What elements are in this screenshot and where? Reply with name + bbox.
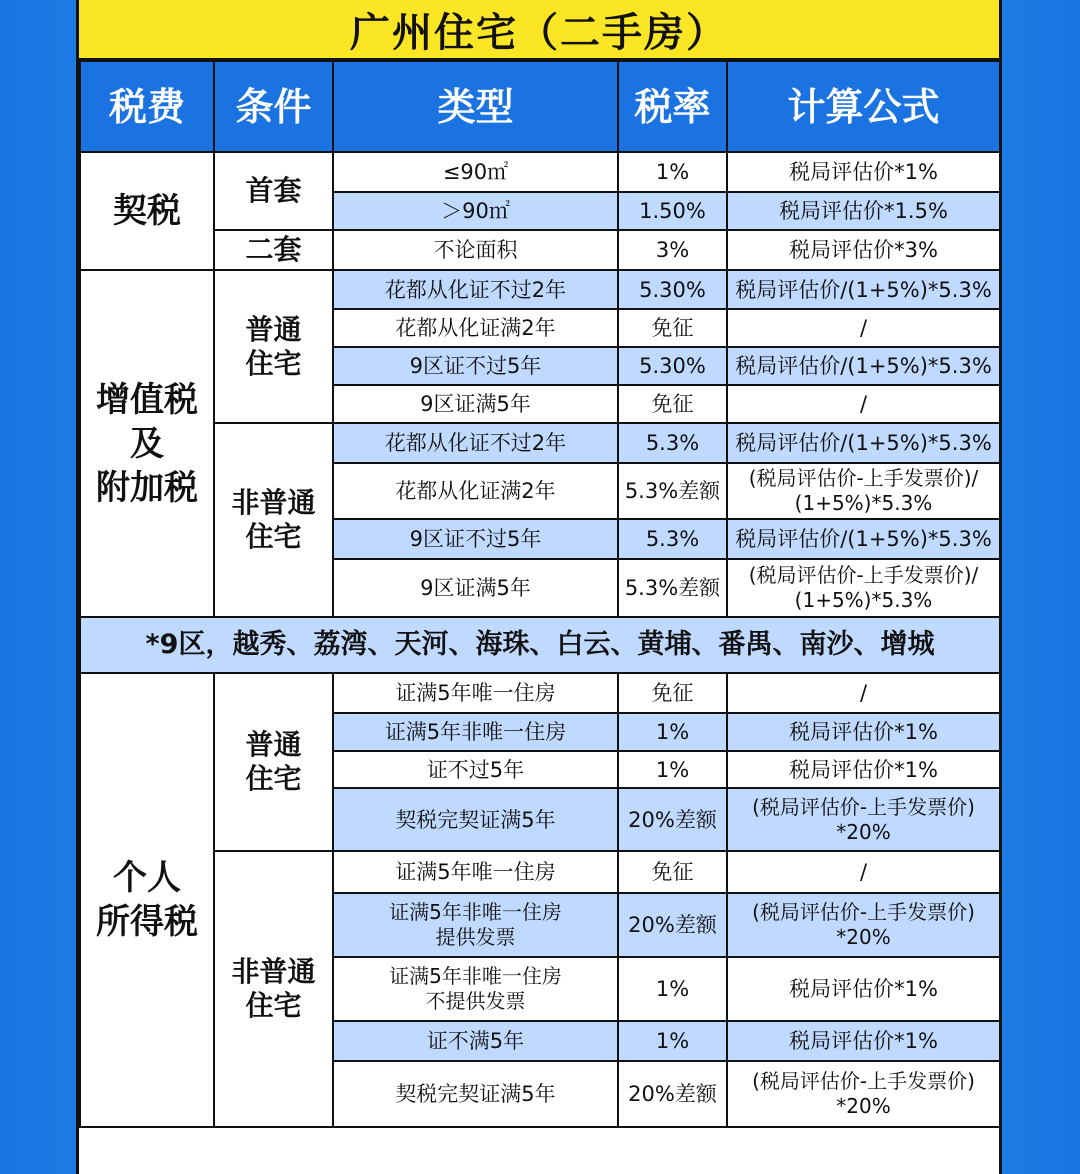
rate-cell: 5.3% — [618, 519, 727, 559]
rate-cell: 1% — [618, 1021, 727, 1061]
tax-table-card — [76, 0, 1002, 1174]
formula-cell: / — [727, 851, 1000, 893]
table-row — [80, 423, 1000, 463]
header-tax: 税费 — [80, 61, 214, 152]
rate-cell: 免征 — [618, 309, 727, 347]
type-cell: 9区证不过5年 — [333, 347, 618, 385]
table-row — [80, 617, 1000, 673]
formula-cell: 税局评估价/(1+5%)*5.3% — [727, 270, 1000, 309]
formula-cell: 税局评估价*1% — [727, 957, 1000, 1021]
table-row — [80, 152, 1000, 192]
category-deed-tax: 契税 — [80, 152, 214, 270]
type-cell: 9区证满5年 — [333, 559, 618, 617]
type-cell: 证不满5年 — [333, 1021, 618, 1061]
table-row — [80, 270, 1000, 309]
condition-non-ordinary-residence: 非普通 住宅 — [214, 851, 333, 1127]
type-cell: 证满5年唯一住房 — [333, 673, 618, 713]
type-cell: 证满5年唯一住房 — [333, 851, 618, 893]
condition-ordinary-residence: 普通 住宅 — [214, 270, 333, 423]
type-cell: 契税完契证满5年 — [333, 1061, 618, 1127]
formula-cell: 税局评估价*1% — [727, 152, 1000, 192]
table-row — [80, 230, 1000, 270]
condition-second-home: 二套 — [214, 230, 333, 270]
type-cell: 证满5年非唯一住房 不提供发票 — [333, 957, 618, 1021]
formula-cell: 税局评估价/(1+5%)*5.3% — [727, 519, 1000, 559]
formula-cell: (税局评估价-上手发票价)/ (1+5%)*5.3% — [727, 463, 1000, 519]
type-cell: 证不过5年 — [333, 751, 618, 788]
type-cell: 9区证满5年 — [333, 385, 618, 423]
formula-cell: (税局评估价-上手发票价) *20% — [727, 1061, 1000, 1127]
type-cell: 契税完契证满5年 — [333, 788, 618, 851]
category-income-tax: 个人 所得税 — [80, 673, 214, 1127]
formula-cell: / — [727, 309, 1000, 347]
type-cell: 花都从化证满2年 — [333, 309, 618, 347]
type-cell: ＞90㎡ — [333, 192, 618, 230]
rate-cell: 1% — [618, 751, 727, 788]
page-title: 广州住宅（二手房） — [79, 0, 999, 60]
formula-cell: 税局评估价*1.5% — [727, 192, 1000, 230]
type-cell: 花都从化证不过2年 — [333, 270, 618, 309]
type-cell: ≤90㎡ — [333, 152, 618, 192]
table-row — [80, 673, 1000, 713]
rate-cell: 3% — [618, 230, 727, 270]
table-row — [80, 851, 1000, 893]
formula-cell: 税局评估价/(1+5%)*5.3% — [727, 423, 1000, 463]
formula-cell: 税局评估价*1% — [727, 751, 1000, 788]
rate-cell: 5.3%差额 — [618, 463, 727, 519]
rate-cell: 20%差额 — [618, 1061, 727, 1127]
condition-ordinary-residence: 普通 住宅 — [214, 673, 333, 851]
formula-cell: 税局评估价/(1+5%)*5.3% — [727, 347, 1000, 385]
district-note: *9区，越秀、荔湾、天河、海珠、白云、黄埔、番禺、南沙、增城 — [80, 617, 1000, 673]
header-formula: 计算公式 — [727, 61, 1000, 152]
header-condition: 条件 — [214, 61, 333, 152]
type-cell: 花都从化证满2年 — [333, 463, 618, 519]
rate-cell: 免征 — [618, 673, 727, 713]
rate-cell: 免征 — [618, 851, 727, 893]
formula-cell: (税局评估价-上手发票价)/ (1+5%)*5.3% — [727, 559, 1000, 617]
rate-cell: 5.3%差额 — [618, 559, 727, 617]
rate-cell: 5.30% — [618, 347, 727, 385]
rate-cell: 1.50% — [618, 192, 727, 230]
formula-cell: (税局评估价-上手发票价) *20% — [727, 893, 1000, 957]
type-cell: 证满5年非唯一住房 提供发票 — [333, 893, 618, 957]
formula-cell: (税局评估价-上手发票价) *20% — [727, 788, 1000, 851]
rate-cell: 5.3% — [618, 423, 727, 463]
formula-cell: / — [727, 673, 1000, 713]
rate-cell: 5.30% — [618, 270, 727, 309]
rate-cell: 1% — [618, 713, 727, 751]
category-vat: 增值税 及 附加税 — [80, 270, 214, 617]
table-header-row — [80, 61, 1000, 152]
rate-cell: 免征 — [618, 385, 727, 423]
formula-cell: 税局评估价*1% — [727, 713, 1000, 751]
condition-non-ordinary-residence: 非普通 住宅 — [214, 423, 333, 617]
formula-cell: 税局评估价*3% — [727, 230, 1000, 270]
rate-cell: 1% — [618, 152, 727, 192]
header-type: 类型 — [333, 61, 618, 152]
header-rate: 税率 — [618, 61, 727, 152]
tax-table — [79, 60, 1001, 1128]
rate-cell: 20%差额 — [618, 788, 727, 851]
type-cell: 不论面积 — [333, 230, 618, 270]
type-cell: 花都从化证不过2年 — [333, 423, 618, 463]
formula-cell: / — [727, 385, 1000, 423]
type-cell: 9区证不过5年 — [333, 519, 618, 559]
rate-cell: 1% — [618, 957, 727, 1021]
rate-cell: 20%差额 — [618, 893, 727, 957]
type-cell: 证满5年非唯一住房 — [333, 713, 618, 751]
condition-first-home: 首套 — [214, 152, 333, 230]
formula-cell: 税局评估价*1% — [727, 1021, 1000, 1061]
